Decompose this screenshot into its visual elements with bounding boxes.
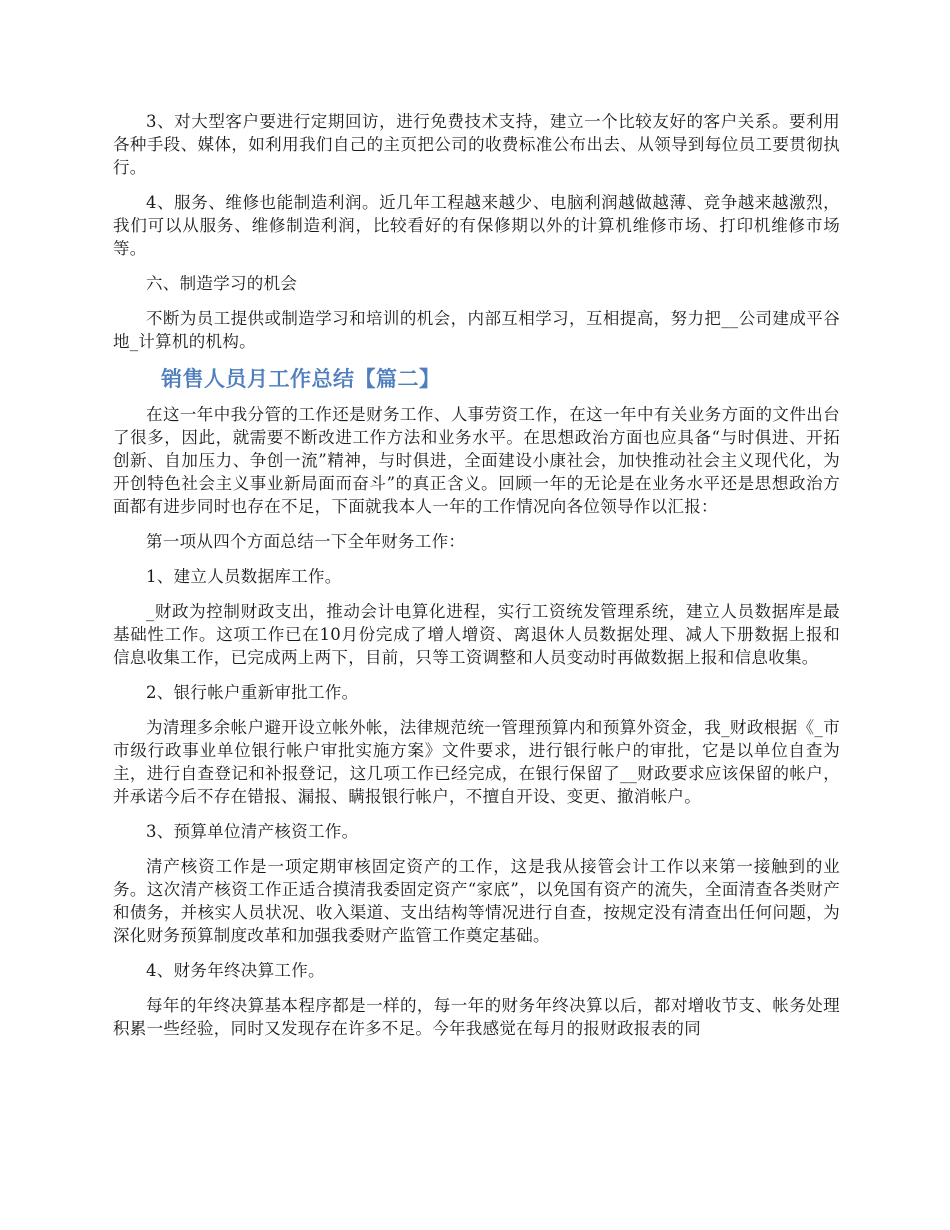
list-item-title: 1、建立人员数据库工作。 [146,567,342,586]
paragraph: 不断为员工提供或制造学习和培训的机会，内部互相学习，互相提高，努力把__公司建成平谷地_计算机的机构。 [113,309,840,351]
section-title: 六、制造学习的机会 [146,274,298,293]
paragraph: 第一项从四个方面总结一下全年财务工作： [146,532,466,551]
paragraph: _财政为控制财政支出，推动会计电算化进程，实行工资统发管理系统，建立人员数据库是最基础性工作。这项工作已在10月份完成了增人增资、离退休人员数据处理、减人下册数据上报和信息收集工作，已完成两上两下，目前，只等工资调整和人员变动时再做数据上报和信息收集。 [113,602,840,667]
list-item-title: 4、财务年终决算工作。 [146,961,325,980]
document-body [113,110,840,1052]
paragraph: 在这一年中我分管的工作还是财务工作、人事劳资工作，在这一年中有关业务方面的文件出台了很多，因此，就需要不断改进工作方法和业务水平。在思想政治方面也应具备“与时俱进、开拓创新、自加压力、争创一流”精神，与时俱进，全面建设小康社会，加快推动社会主义现代化，为开创特色社会主义事业新局面而奋斗”的真正含义。回顾一年的无论是在业务水平还是思想政治方面都有进步同时也存在不足，下面就我本人一年的工作情况向各位领导作以汇报： [113,405,840,516]
section-heading: 销售人员月工作总结【篇二】 [161,367,441,391]
paragraph: 4、服务、维修也能制造利润。近几年工程越来越少、电脑利润越做越薄、竞争越来越激烈，我们可以从服务、维修制造利润，比较看好的有保修期以外的计算机维修市场、打印机维修市场等。 [113,193,840,258]
paragraph: 每年的年终决算基本程序都是一样的，每一年的财务年终决算以后，都对增收节支、帐务处理积累一些经验，同时又发现存在许多不足。今年我感觉在每月的报财政报表的同 [113,996,840,1038]
list-item-title: 3、预算单位清产核资工作。 [146,822,359,841]
paragraph: 3、对大型客户要进行定期回访，进行免费技术支持，建立一个比较友好的客户关系。要利用各种手段、媒体，如利用我们自己的主页把公司的收费标准公布出去、从领导到每位员工要贯彻执行。 [113,112,840,177]
paragraph: 清产核资工作是一项定期审核固定资产的工作，这是我从接管会计工作以来第一接触到的业务。这次清产核资工作正适合摸清我委固定资产“家底”，以免国有资产的流失，全面清查各类财产和债务，并核实人员状况、收入渠道、支出结构等情况进行自查，按规定没有清查出任何问题，为深化财务预算制度改革和加强我委财产监管工作奠定基础。 [113,857,840,945]
list-item-title: 2、银行帐户重新审批工作。 [146,683,359,702]
paragraph: 为清理多余帐户避开设立帐外帐，法律规范统一管理预算内和预算外资金，我_财政根据《_市市级行政事业单位银行帐户审批实施方案》文件要求，进行银行帐户的审批，它是以单位自查为主，进行自查登记和补报登记，这几项工作已经完成，在银行保留了__财政要求应该保留的帐户，并承诺今后不存在错报、漏报、瞒报银行帐户，不擅自开设、变更、撤消帐户。 [113,718,840,806]
